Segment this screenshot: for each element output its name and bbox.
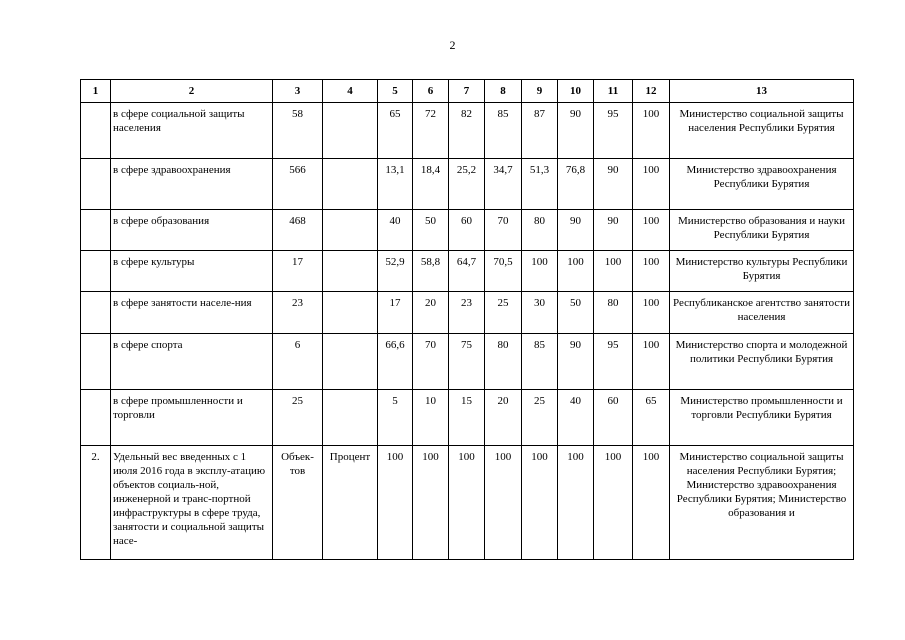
table-cell-col-9: 87 bbox=[522, 103, 558, 159]
table-cell-col-6: 58,8 bbox=[413, 251, 449, 292]
table-cell-col-5: 52,9 bbox=[378, 251, 413, 292]
table-cell-col-3: 566 bbox=[273, 159, 323, 210]
table-cell-col-2: в сфере культуры bbox=[111, 251, 273, 292]
table-cell-col-13: Министерство культуры Республики Бурятия bbox=[670, 251, 854, 292]
indicators-table bbox=[80, 79, 854, 560]
table-cell-col-5: 40 bbox=[378, 210, 413, 251]
table-row bbox=[81, 251, 854, 292]
table-cell-col-9: 100 bbox=[522, 251, 558, 292]
table-cell-col-13: Министерство промышленности и торговли Республики Бурятия bbox=[670, 390, 854, 446]
table-row bbox=[81, 334, 854, 390]
table-cell-col-10: 90 bbox=[558, 103, 594, 159]
table-cell-col-5: 66,6 bbox=[378, 334, 413, 390]
table-cell-col-3: 25 bbox=[273, 390, 323, 446]
table-cell-col-12: 100 bbox=[633, 103, 670, 159]
table-cell-col-4 bbox=[323, 390, 378, 446]
column-header-12: 12 bbox=[633, 80, 670, 103]
column-header-5: 5 bbox=[378, 80, 413, 103]
table-cell-col-1 bbox=[81, 334, 111, 390]
table-cell-col-9: 30 bbox=[522, 292, 558, 334]
table-cell-col-13: Министерство здравоохранения Республики Бурятия bbox=[670, 159, 854, 210]
table-cell-col-4 bbox=[323, 159, 378, 210]
table-cell-col-2: в сфере занятости населе-ния bbox=[111, 292, 273, 334]
table-cell-col-7: 25,2 bbox=[449, 159, 485, 210]
column-header-2: 2 bbox=[111, 80, 273, 103]
table-cell-col-1 bbox=[81, 210, 111, 251]
table-cell-col-11: 95 bbox=[594, 103, 633, 159]
table-cell-col-4: Процент bbox=[323, 446, 378, 560]
table-cell-col-8: 80 bbox=[485, 334, 522, 390]
table-cell-col-2: в сфере промышленности и торговли bbox=[111, 390, 273, 446]
table-cell-col-6: 100 bbox=[413, 446, 449, 560]
table-cell-col-12: 65 bbox=[633, 390, 670, 446]
table-cell-col-5: 17 bbox=[378, 292, 413, 334]
table-cell-col-7: 64,7 bbox=[449, 251, 485, 292]
table-header bbox=[81, 80, 854, 103]
table-cell-col-4 bbox=[323, 210, 378, 251]
table-cell-col-5: 13,1 bbox=[378, 159, 413, 210]
table-cell-col-13: Министерство образования и науки Республики Бурятия bbox=[670, 210, 854, 251]
table-cell-col-12: 100 bbox=[633, 210, 670, 251]
table-cell-col-3: 17 bbox=[273, 251, 323, 292]
header-row bbox=[81, 80, 854, 103]
table-row bbox=[81, 446, 854, 560]
table-cell-col-2: в сфере образования bbox=[111, 210, 273, 251]
table-cell-col-8: 70,5 bbox=[485, 251, 522, 292]
table-cell-col-7: 23 bbox=[449, 292, 485, 334]
table-cell-col-1 bbox=[81, 251, 111, 292]
table-cell-col-13: Республиканское агентство занятости населения bbox=[670, 292, 854, 334]
table-cell-col-8: 25 bbox=[485, 292, 522, 334]
table-cell-col-12: 100 bbox=[633, 251, 670, 292]
table-cell-col-13: Министерство спорта и молодежной политики Республики Бурятия bbox=[670, 334, 854, 390]
table-cell-col-9: 25 bbox=[522, 390, 558, 446]
table-cell-col-5: 100 bbox=[378, 446, 413, 560]
table-cell-col-1: 2. bbox=[81, 446, 111, 560]
table-cell-col-2: в сфере спорта bbox=[111, 334, 273, 390]
table-cell-col-10: 90 bbox=[558, 334, 594, 390]
table-cell-col-6: 18,4 bbox=[413, 159, 449, 210]
column-header-8: 8 bbox=[485, 80, 522, 103]
table-cell-col-10: 76,8 bbox=[558, 159, 594, 210]
table-cell-col-11: 95 bbox=[594, 334, 633, 390]
table-cell-col-3: 468 bbox=[273, 210, 323, 251]
table-row bbox=[81, 159, 854, 210]
table-cell-col-3: 23 bbox=[273, 292, 323, 334]
table-cell-col-1 bbox=[81, 390, 111, 446]
page-number: 2 bbox=[449, 38, 456, 52]
table-cell-col-6: 70 bbox=[413, 334, 449, 390]
column-header-4: 4 bbox=[323, 80, 378, 103]
table-cell-col-4 bbox=[323, 103, 378, 159]
table-cell-col-11: 100 bbox=[594, 446, 633, 560]
table-cell-col-8: 70 bbox=[485, 210, 522, 251]
table-cell-col-9: 80 bbox=[522, 210, 558, 251]
table-cell-col-7: 82 bbox=[449, 103, 485, 159]
table-cell-col-7: 60 bbox=[449, 210, 485, 251]
table-cell-col-12: 100 bbox=[633, 159, 670, 210]
table-cell-col-10: 50 bbox=[558, 292, 594, 334]
column-header-3: 3 bbox=[273, 80, 323, 103]
table-cell-col-2: Удельный вес введенных с 1 июля 2016 года в эксплу-атацию объектов социаль-ной, инженерной и транс-портной инфраструктуры в сфере труда, занятости и социальной защиты насе- bbox=[111, 446, 273, 560]
table-row bbox=[81, 390, 854, 446]
table-cell-col-10: 100 bbox=[558, 446, 594, 560]
table-cell-col-9: 85 bbox=[522, 334, 558, 390]
table-cell-col-2: в сфере здравоохранения bbox=[111, 159, 273, 210]
column-header-11: 11 bbox=[594, 80, 633, 103]
table-cell-col-5: 65 bbox=[378, 103, 413, 159]
table-cell-col-12: 100 bbox=[633, 446, 670, 560]
table-cell-col-3: 6 bbox=[273, 334, 323, 390]
table-cell-col-11: 90 bbox=[594, 159, 633, 210]
table-body bbox=[81, 103, 854, 560]
table-cell-col-10: 90 bbox=[558, 210, 594, 251]
table-row bbox=[81, 103, 854, 159]
table-row bbox=[81, 210, 854, 251]
table-cell-col-1 bbox=[81, 159, 111, 210]
table-cell-col-3: Объек-тов bbox=[273, 446, 323, 560]
column-header-10: 10 bbox=[558, 80, 594, 103]
column-header-7: 7 bbox=[449, 80, 485, 103]
table-cell-col-10: 100 bbox=[558, 251, 594, 292]
table-cell-col-1 bbox=[81, 103, 111, 159]
table-cell-col-6: 50 bbox=[413, 210, 449, 251]
table-cell-col-8: 20 bbox=[485, 390, 522, 446]
table-cell-col-11: 90 bbox=[594, 210, 633, 251]
table-cell-col-4 bbox=[323, 251, 378, 292]
table-cell-col-7: 100 bbox=[449, 446, 485, 560]
table-cell-col-13: Министерство социальной защиты населения Республики Бурятия bbox=[670, 103, 854, 159]
table-cell-col-2: в сфере социальной защиты населения bbox=[111, 103, 273, 159]
table-cell-col-9: 51,3 bbox=[522, 159, 558, 210]
table-cell-col-8: 85 bbox=[485, 103, 522, 159]
table-cell-col-7: 15 bbox=[449, 390, 485, 446]
table-cell-col-12: 100 bbox=[633, 292, 670, 334]
table-cell-col-11: 80 bbox=[594, 292, 633, 334]
table-row bbox=[81, 292, 854, 334]
table-cell-col-6: 72 bbox=[413, 103, 449, 159]
table-cell-col-1 bbox=[81, 292, 111, 334]
table-cell-col-12: 100 bbox=[633, 334, 670, 390]
column-header-1: 1 bbox=[81, 80, 111, 103]
table-cell-col-5: 5 bbox=[378, 390, 413, 446]
table-cell-col-3: 58 bbox=[273, 103, 323, 159]
table-cell-col-9: 100 bbox=[522, 446, 558, 560]
column-header-6: 6 bbox=[413, 80, 449, 103]
table-cell-col-6: 20 bbox=[413, 292, 449, 334]
table-cell-col-8: 34,7 bbox=[485, 159, 522, 210]
table-cell-col-6: 10 bbox=[413, 390, 449, 446]
table-cell-col-13: Министерство социальной защиты населения Республики Бурятия; Министерство здравоохранения Республики Бурятия; Министерство образования и bbox=[670, 446, 854, 560]
table-cell-col-8: 100 bbox=[485, 446, 522, 560]
table-cell-col-4 bbox=[323, 334, 378, 390]
column-header-9: 9 bbox=[522, 80, 558, 103]
table-cell-col-11: 100 bbox=[594, 251, 633, 292]
table-cell-col-7: 75 bbox=[449, 334, 485, 390]
column-header-13: 13 bbox=[670, 80, 854, 103]
table-cell-col-11: 60 bbox=[594, 390, 633, 446]
table-cell-col-4 bbox=[323, 292, 378, 334]
table-cell-col-10: 40 bbox=[558, 390, 594, 446]
